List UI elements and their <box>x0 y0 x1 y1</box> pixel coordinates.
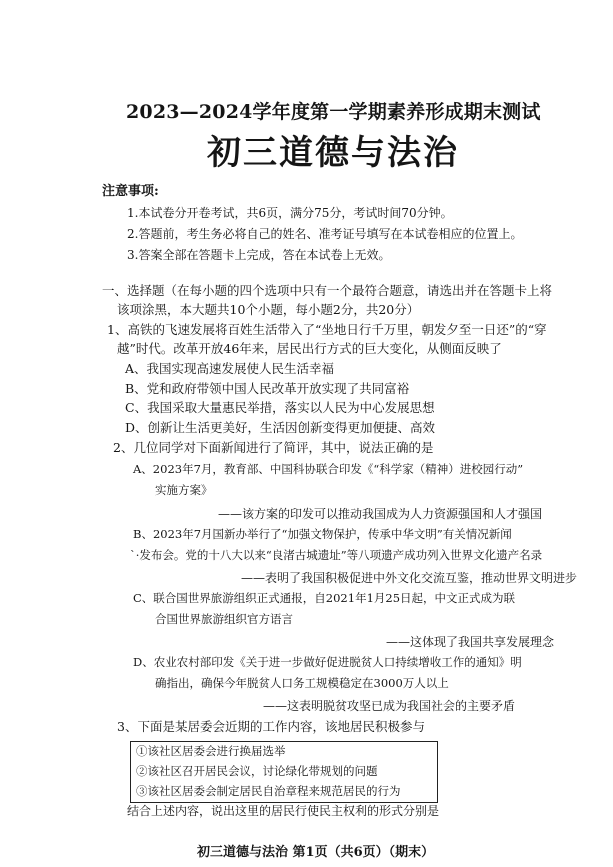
q1-option-a: A、我国实现高速发展使人民生活幸福 <box>125 361 335 376</box>
page-footer: 初三道德与法治 第1页（共6页）（期末） <box>197 845 435 860</box>
q3-box-item-3: ③该社区居委会制定居民自治章程来规范居民的行为 <box>136 784 401 798</box>
notice-item-1: 1.本试卷分开卷考试，共6页，满分75分，考试时间70分钟。 <box>127 206 453 220</box>
q2-c-line1: C、联合国世界旅游组织正式通报，自2021年1月25日起，中文正式成为联 <box>133 591 516 605</box>
exam-title: 2023—2024学年度第一学期素养形成期末测试 <box>126 101 541 123</box>
q2-a-line1: A、2023年7月，教育部、中国科协联合印发《“科学家（精神）进校园行动” <box>133 462 524 476</box>
q1-stem-line1: 1、高铁的飞速发展将百姓生活带入了“坐地日行千万里，朝发夕至一日还”的“穿 <box>107 322 547 337</box>
notice-item-3: 3.答案全部在答题卡上完成，答在本试卷上无效。 <box>127 248 391 262</box>
q2-a-comment: ——该方案的印发可以推动我国成为人力资源强国和人才强国 <box>218 507 543 521</box>
section-heading-line2: 该项涂黑，本大题共10个小题，每小题2分，共20分） <box>117 302 420 317</box>
q2-d-line1: D、农业农村部印发《关于进一步做好促进脱贫人口持续增收工作的通知》明 <box>133 655 522 669</box>
q2-d-comment: ——这表明脱贫攻坚已成为我国社会的主要矛盾 <box>263 699 516 713</box>
q3-box-item-2: ②该社区召开居民会议，讨论绿化带规划的问题 <box>136 764 378 778</box>
q2-c-line2: 合国世界旅游组织官方语言 <box>155 612 293 626</box>
q3-stem: 3、下面是某居委会近期的工作内容，该地居民积极参与 <box>117 719 425 734</box>
q3-follow-up: 结合上述内容，说出这里的居民行使民主权利的形式分别是 <box>127 804 440 818</box>
subject-title: 初三道德与法治 <box>207 133 459 173</box>
q2-b-line1: B、2023年7月国新办举行了“加强文物保护，传承中华文明”有关情况新闻 <box>133 527 512 541</box>
notice-heading: 注意事项: <box>102 184 159 199</box>
q1-stem-line2: 越”时代。改革开放46年来，居民出行方式的巨大变化，从侧面反映了 <box>117 341 502 356</box>
section-heading-line1: 一、选择题（在每小题的四个选项中只有一个最符合题意，请选出并在答题卡上将 <box>102 283 553 298</box>
q2-a-line2: 实施方案》 <box>155 483 213 497</box>
q2-c-comment: ——这体现了我国共享发展理念 <box>386 635 555 649</box>
q1-option-b: B、党和政府带领中国人民改革开放实现了共同富裕 <box>125 381 410 396</box>
q1-option-c: C、我国采取大量惠民举措，落实以人民为中心发展思想 <box>125 400 435 415</box>
q2-b-comment: ——表明了我国积极促进中外文化交流互鉴，推动世界文明进步 <box>241 571 578 585</box>
q2-b-line2: `·发布会。党的十八大以来“良渚古城遗址”等八项遗产成功列入世界文化遗产名录 <box>130 548 543 562</box>
q2-stem: 2、几位同学对下面新闻进行了简评，其中，说法正确的是 <box>113 440 434 455</box>
notice-item-2: 2.答题前，考生务必将自己的姓名、准考证号填写在本试卷相应的位置上。 <box>127 227 523 241</box>
q3-box-item-1: ①该社区居委会进行换届选举 <box>136 744 286 758</box>
q2-d-line2: 确指出，确保今年脱贫人口务工规模稳定在3000万人以上 <box>155 676 449 690</box>
q1-option-d: D、创新让生活更美好，生活因创新变得更加便捷、高效 <box>125 420 436 435</box>
